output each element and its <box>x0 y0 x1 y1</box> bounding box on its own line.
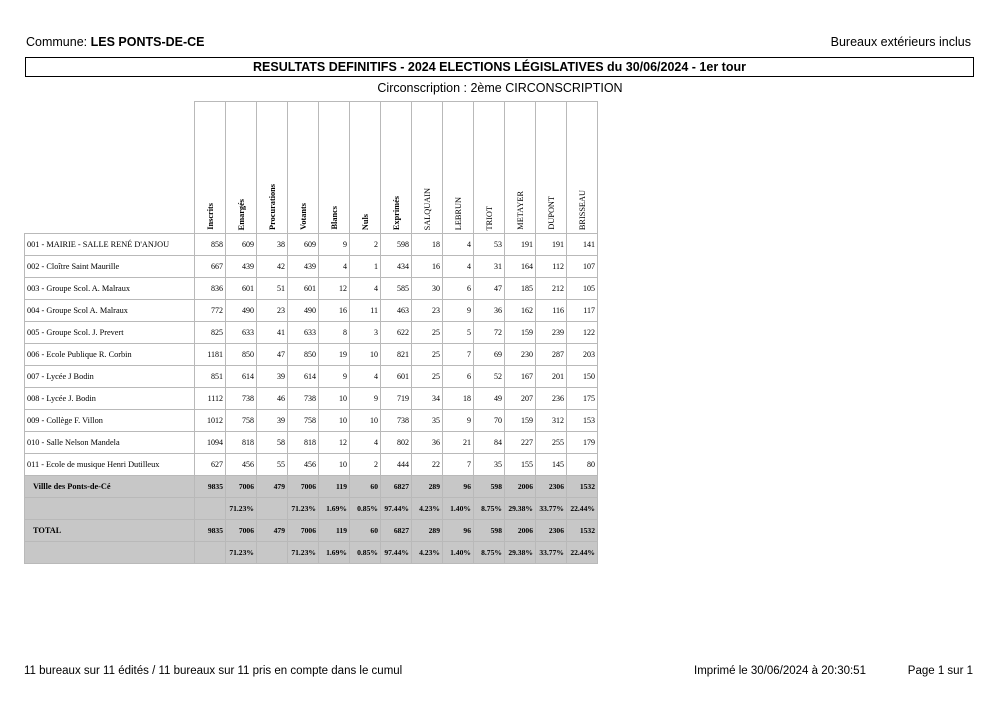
document-title: RESULTATS DEFINITIFS - 2024 ELECTIONS LÉGISLATIVES du 30/06/2024 - 1er tour <box>25 57 974 77</box>
summary-row <box>25 498 598 520</box>
cell-value: 141 <box>567 234 598 256</box>
cell-value: 7006 <box>288 520 319 542</box>
bureau-name: 011 - Ecole de musique Henri Dutilleux <box>25 454 195 476</box>
cell-value: 858 <box>195 234 226 256</box>
cell-value: 0.85% <box>350 542 381 564</box>
cell-value: 60 <box>350 520 381 542</box>
cell-value: 1012 <box>195 410 226 432</box>
cell-value <box>257 498 288 520</box>
cell-value: 622 <box>381 322 412 344</box>
cell-value: 30 <box>412 278 443 300</box>
cell-value: 434 <box>381 256 412 278</box>
cell-value: 1094 <box>195 432 226 454</box>
column-header-label: BRISSEAU <box>577 189 587 230</box>
bureau-name: TOTAL <box>25 520 195 542</box>
cell-value: 96 <box>443 476 474 498</box>
cell-value: 598 <box>474 476 505 498</box>
cell-value: 633 <box>288 322 319 344</box>
bureau-name: 002 - Cloître Saint Maurille <box>25 256 195 278</box>
cell-value: 22.44% <box>567 542 598 564</box>
cell-value: 4.23% <box>412 498 443 520</box>
cell-value: 821 <box>381 344 412 366</box>
bureau-name: Villle des Ponts-de-Cé <box>25 476 195 498</box>
cell-value: 9 <box>443 300 474 322</box>
cell-value: 145 <box>536 454 567 476</box>
cell-value: 601 <box>288 278 319 300</box>
cell-value: 239 <box>536 322 567 344</box>
bureau-name <box>25 542 195 564</box>
cell-value: 35 <box>474 454 505 476</box>
column-header-label: Blancs <box>329 206 339 230</box>
bureau-name: 010 - Salle Nelson Mandela <box>25 432 195 454</box>
cell-value: 8 <box>319 322 350 344</box>
cell-value: 738 <box>226 388 257 410</box>
cell-value <box>195 498 226 520</box>
cell-value: 0.85% <box>350 498 381 520</box>
cell-value: 25 <box>412 344 443 366</box>
summary-row <box>25 476 598 498</box>
cell-value: 191 <box>505 234 536 256</box>
bureaux-note: Bureaux extérieurs inclus <box>830 35 971 49</box>
cell-value: 463 <box>381 300 412 322</box>
cell-value: 439 <box>226 256 257 278</box>
cell-value: 4 <box>350 432 381 454</box>
cell-value: 7006 <box>226 476 257 498</box>
cell-value: 107 <box>567 256 598 278</box>
cell-value: 12 <box>319 432 350 454</box>
cell-value: 758 <box>226 410 257 432</box>
cell-value: 439 <box>288 256 319 278</box>
cell-value: 72 <box>474 322 505 344</box>
cell-value: 21 <box>443 432 474 454</box>
cell-value: 10 <box>350 410 381 432</box>
cell-value: 179 <box>567 432 598 454</box>
column-header-label: Votants <box>298 203 308 230</box>
footer-summary: 11 bureaux sur 11 édités / 11 bureaux sur 11 pris en compte dans le cumul <box>24 665 403 677</box>
cell-value: 9 <box>443 410 474 432</box>
cell-value: 3 <box>350 322 381 344</box>
cell-value: 9 <box>319 366 350 388</box>
table-row <box>25 410 598 432</box>
cell-value: 4 <box>443 256 474 278</box>
column-header-label: Exprimés <box>391 195 401 230</box>
cell-value: 119 <box>319 520 350 542</box>
cell-value: 227 <box>505 432 536 454</box>
cell-value: 667 <box>195 256 226 278</box>
cell-value: 614 <box>226 366 257 388</box>
cell-value: 36 <box>412 432 443 454</box>
cell-value: 18 <box>412 234 443 256</box>
cell-value: 33.77% <box>536 498 567 520</box>
column-header <box>226 102 257 234</box>
cell-value: 51 <box>257 278 288 300</box>
cell-value <box>257 542 288 564</box>
cell-value: 9 <box>319 234 350 256</box>
footer-page-number: Page 1 sur 1 <box>907 665 973 677</box>
cell-value: 7 <box>443 344 474 366</box>
cell-value: 7 <box>443 454 474 476</box>
cell-value: 58 <box>257 432 288 454</box>
cell-value: 8.75% <box>474 542 505 564</box>
cell-value: 36 <box>474 300 505 322</box>
cell-value: 4 <box>443 234 474 256</box>
cell-value: 850 <box>226 344 257 366</box>
cell-value: 22.44% <box>567 498 598 520</box>
cell-value: 1532 <box>567 520 598 542</box>
bureau-name: 003 - Groupe Scol. A. Malraux <box>25 278 195 300</box>
cell-value: 203 <box>567 344 598 366</box>
cell-value: 850 <box>288 344 319 366</box>
table-row <box>25 454 598 476</box>
table-row <box>25 322 598 344</box>
cell-value: 4 <box>319 256 350 278</box>
cell-value: 802 <box>381 432 412 454</box>
cell-value: 25 <box>412 366 443 388</box>
results-body <box>25 234 598 564</box>
cell-value: 112 <box>536 256 567 278</box>
header-row <box>25 102 598 234</box>
footer-printed-date: Imprimé le 30/06/2024 à 20:30:51 <box>694 665 866 677</box>
bureau-name: 008 - Lycée J. Bodin <box>25 388 195 410</box>
cell-value: 601 <box>381 366 412 388</box>
cell-value: 16 <box>412 256 443 278</box>
cell-value: 175 <box>567 388 598 410</box>
cell-value: 9 <box>350 388 381 410</box>
cell-value: 212 <box>536 278 567 300</box>
cell-value: 191 <box>536 234 567 256</box>
summary-row <box>25 520 598 542</box>
cell-value: 22 <box>412 454 443 476</box>
cell-value: 84 <box>474 432 505 454</box>
cell-value: 153 <box>567 410 598 432</box>
commune-name: LES PONTS-DE-CE <box>90 35 205 49</box>
cell-value: 29.38% <box>505 542 536 564</box>
cell-value: 609 <box>226 234 257 256</box>
cell-value: 9835 <box>195 520 226 542</box>
cell-value: 1112 <box>195 388 226 410</box>
cell-value: 122 <box>567 322 598 344</box>
cell-value: 164 <box>505 256 536 278</box>
column-header <box>350 102 381 234</box>
cell-value: 97.44% <box>381 498 412 520</box>
column-header <box>319 102 350 234</box>
cell-value: 53 <box>474 234 505 256</box>
cell-value: 9835 <box>195 476 226 498</box>
table-row <box>25 366 598 388</box>
cell-value: 207 <box>505 388 536 410</box>
cell-value: 19 <box>319 344 350 366</box>
cell-value: 2006 <box>505 520 536 542</box>
cell-value: 162 <box>505 300 536 322</box>
cell-value: 601 <box>226 278 257 300</box>
cell-value: 49 <box>474 388 505 410</box>
cell-value: 614 <box>288 366 319 388</box>
cell-value: 159 <box>505 410 536 432</box>
summary-row <box>25 542 598 564</box>
cell-value: 836 <box>195 278 226 300</box>
cell-value: 633 <box>226 322 257 344</box>
cell-value: 185 <box>505 278 536 300</box>
cell-value: 16 <box>319 300 350 322</box>
cell-value: 39 <box>257 366 288 388</box>
cell-value: 4.23% <box>412 542 443 564</box>
cell-value: 10 <box>319 454 350 476</box>
results-table <box>24 101 598 564</box>
cell-value: 2 <box>350 454 381 476</box>
cell-value: 12 <box>319 278 350 300</box>
cell-value: 598 <box>474 520 505 542</box>
column-header-label: Inscrits <box>205 203 215 230</box>
cell-value: 2006 <box>505 476 536 498</box>
cell-value: 60 <box>350 476 381 498</box>
cell-value: 7006 <box>288 476 319 498</box>
table-row <box>25 388 598 410</box>
column-header <box>195 102 226 234</box>
cell-value: 479 <box>257 520 288 542</box>
header-corner <box>25 102 195 234</box>
cell-value: 6 <box>443 366 474 388</box>
cell-value: 851 <box>195 366 226 388</box>
column-header <box>567 102 598 234</box>
cell-value: 10 <box>319 388 350 410</box>
cell-value: 150 <box>567 366 598 388</box>
cell-value: 116 <box>536 300 567 322</box>
cell-value: 1181 <box>195 344 226 366</box>
cell-value: 80 <box>567 454 598 476</box>
cell-value: 825 <box>195 322 226 344</box>
cell-value: 71.23% <box>288 498 319 520</box>
cell-value: 772 <box>195 300 226 322</box>
column-header-label: Emargés <box>236 198 246 230</box>
bureau-name: 001 - MAIRIE - SALLE RENÉ D'ANJOU <box>25 234 195 256</box>
cell-value: 42 <box>257 256 288 278</box>
cell-value: 71.23% <box>226 498 257 520</box>
cell-value: 490 <box>288 300 319 322</box>
bureau-name: 006 - Ecole Publique R. Corbin <box>25 344 195 366</box>
cell-value: 47 <box>257 344 288 366</box>
cell-value: 456 <box>288 454 319 476</box>
cell-value: 1532 <box>567 476 598 498</box>
table-row <box>25 256 598 278</box>
column-header-label: Procurations <box>267 184 277 230</box>
cell-value: 287 <box>536 344 567 366</box>
cell-value: 167 <box>505 366 536 388</box>
cell-value: 201 <box>536 366 567 388</box>
cell-value: 33.77% <box>536 542 567 564</box>
cell-value: 47 <box>474 278 505 300</box>
cell-value: 738 <box>288 388 319 410</box>
column-header-label: METAYER <box>515 191 525 230</box>
cell-value: 4 <box>350 366 381 388</box>
cell-value: 10 <box>319 410 350 432</box>
cell-value: 25 <box>412 322 443 344</box>
column-header-label: Nuls <box>360 213 370 230</box>
cell-value: 230 <box>505 344 536 366</box>
cell-value: 71.23% <box>226 542 257 564</box>
cell-value: 55 <box>257 454 288 476</box>
cell-value: 4 <box>350 278 381 300</box>
cell-value: 11 <box>350 300 381 322</box>
column-header <box>288 102 319 234</box>
cell-value: 609 <box>288 234 319 256</box>
cell-value: 1.40% <box>443 498 474 520</box>
cell-value: 6827 <box>381 476 412 498</box>
cell-value: 1 <box>350 256 381 278</box>
cell-value: 585 <box>381 278 412 300</box>
cell-value: 23 <box>257 300 288 322</box>
cell-value: 818 <box>226 432 257 454</box>
column-header <box>474 102 505 234</box>
cell-value: 490 <box>226 300 257 322</box>
bureau-name <box>25 498 195 520</box>
column-header <box>412 102 443 234</box>
cell-value: 38 <box>257 234 288 256</box>
cell-value: 719 <box>381 388 412 410</box>
cell-value: 444 <box>381 454 412 476</box>
bureau-name: 004 - Groupe Scol A. Malraux <box>25 300 195 322</box>
cell-value: 159 <box>505 322 536 344</box>
column-header-label: SALQUAIN <box>422 187 432 230</box>
cell-value: 5 <box>443 322 474 344</box>
cell-value: 289 <box>412 520 443 542</box>
cell-value: 627 <box>195 454 226 476</box>
table-row <box>25 278 598 300</box>
cell-value: 70 <box>474 410 505 432</box>
cell-value: 52 <box>474 366 505 388</box>
cell-value: 119 <box>319 476 350 498</box>
cell-value: 71.23% <box>288 542 319 564</box>
cell-value: 818 <box>288 432 319 454</box>
cell-value: 31 <box>474 256 505 278</box>
cell-value: 1.69% <box>319 498 350 520</box>
column-header-label: DUPONT <box>546 196 556 230</box>
cell-value: 18 <box>443 388 474 410</box>
cell-value: 2306 <box>536 476 567 498</box>
cell-value: 8.75% <box>474 498 505 520</box>
column-header <box>257 102 288 234</box>
cell-value: 41 <box>257 322 288 344</box>
column-header <box>443 102 474 234</box>
table-row <box>25 344 598 366</box>
cell-value: 117 <box>567 300 598 322</box>
cell-value: 29.38% <box>505 498 536 520</box>
cell-value: 7006 <box>226 520 257 542</box>
cell-value: 236 <box>536 388 567 410</box>
cell-value: 456 <box>226 454 257 476</box>
bureau-name: 007 - Lycée J Bodin <box>25 366 195 388</box>
cell-value: 23 <box>412 300 443 322</box>
commune-line <box>26 35 205 49</box>
bureau-name: 005 - Groupe Scol. J. Prevert <box>25 322 195 344</box>
commune-label: Commune: <box>26 35 88 49</box>
table-row <box>25 432 598 454</box>
circonscription-label: Circonscription : 2ème CIRCONSCRIPTION <box>377 81 623 95</box>
cell-value: 758 <box>288 410 319 432</box>
cell-value: 598 <box>381 234 412 256</box>
cell-value: 312 <box>536 410 567 432</box>
cell-value: 105 <box>567 278 598 300</box>
cell-value: 155 <box>505 454 536 476</box>
cell-value: 255 <box>536 432 567 454</box>
cell-value: 96 <box>443 520 474 542</box>
cell-value: 2306 <box>536 520 567 542</box>
cell-value: 35 <box>412 410 443 432</box>
column-header <box>505 102 536 234</box>
cell-value <box>195 542 226 564</box>
cell-value: 289 <box>412 476 443 498</box>
cell-value: 1.69% <box>319 542 350 564</box>
cell-value: 6 <box>443 278 474 300</box>
bureau-name: 009 - Collège F. Villon <box>25 410 195 432</box>
cell-value: 69 <box>474 344 505 366</box>
column-header <box>536 102 567 234</box>
cell-value: 34 <box>412 388 443 410</box>
cell-value: 479 <box>257 476 288 498</box>
cell-value: 39 <box>257 410 288 432</box>
column-header-label: LEBRUN <box>453 196 463 230</box>
cell-value: 46 <box>257 388 288 410</box>
table-row <box>25 300 598 322</box>
cell-value: 738 <box>381 410 412 432</box>
column-header <box>381 102 412 234</box>
cell-value: 97.44% <box>381 542 412 564</box>
cell-value: 6827 <box>381 520 412 542</box>
column-header-label: TRIOT <box>484 205 494 230</box>
cell-value: 10 <box>350 344 381 366</box>
table-row <box>25 234 598 256</box>
cell-value: 1.40% <box>443 542 474 564</box>
cell-value: 2 <box>350 234 381 256</box>
